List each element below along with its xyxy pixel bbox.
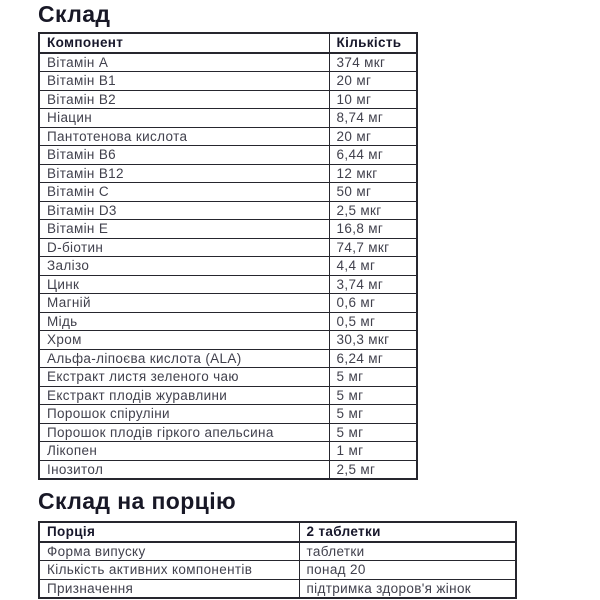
table-row (39, 109, 417, 128)
table-row (39, 460, 417, 479)
table-row (39, 331, 417, 350)
component-name-cell: Ніацин (39, 109, 329, 128)
component-name-cell: Вітамін B12 (39, 164, 329, 183)
table-row (39, 201, 417, 220)
component-value-cell: підтримка здоров'я жінок (299, 579, 516, 598)
component-value-cell: 3,74 мг (329, 275, 417, 294)
component-value-cell: 2,5 мг (329, 460, 417, 479)
component-value-cell: 6,24 мг (329, 349, 417, 368)
component-name-cell: Пантотенова кислота (39, 127, 329, 146)
table-row (39, 386, 417, 405)
per-serving-section-title: Склад на порцію (38, 488, 237, 514)
component-value-cell: 1 мг (329, 442, 417, 461)
composition-table (38, 32, 418, 480)
table-row (39, 349, 417, 368)
table-row (39, 238, 417, 257)
component-name-cell: Форма випуску (39, 542, 299, 561)
component-value-cell: 20 мг (329, 127, 417, 146)
component-name-cell: Порошок плодів гіркого апельсина (39, 423, 329, 442)
table-row (39, 368, 417, 387)
table-row (39, 579, 516, 598)
component-name-cell: Вітамін C (39, 183, 329, 202)
component-name-cell: Магній (39, 294, 329, 313)
per-serving-table-body (39, 542, 516, 599)
table-row (39, 164, 417, 183)
table-row (39, 90, 417, 109)
component-value-cell: 0,6 мг (329, 294, 417, 313)
component-name-cell: Кількість активних компонентів (39, 561, 299, 580)
component-name-cell: Порошок спіруліни (39, 405, 329, 424)
component-name-cell: Залізо (39, 257, 329, 276)
table-header-row (39, 522, 516, 542)
component-name-cell: Вітамін B6 (39, 146, 329, 165)
table-row (39, 542, 516, 561)
component-value-cell: 5 мг (329, 368, 417, 387)
component-value-cell: 0,5 мг (329, 312, 417, 331)
component-name-cell: Вітамін B2 (39, 90, 329, 109)
component-value-cell: 4,4 мг (329, 257, 417, 276)
per-serving-table (38, 521, 517, 599)
table-row (39, 294, 417, 313)
table-row (39, 257, 417, 276)
table-row (39, 405, 417, 424)
component-name-cell: Вітамін E (39, 220, 329, 239)
component-value-cell: 5 мг (329, 386, 417, 405)
composition-section-title: Склад (38, 1, 111, 27)
component-value-cell: 20 мг (329, 72, 417, 91)
table-row (39, 312, 417, 331)
table-row (39, 183, 417, 202)
component-name-cell: Екстракт листя зеленого чаю (39, 368, 329, 387)
component-value-cell: 50 мг (329, 183, 417, 202)
component-value-cell: 5 мг (329, 423, 417, 442)
component-value-cell: 374 мкг (329, 53, 417, 72)
component-name-cell: D-біотин (39, 238, 329, 257)
component-value-cell: 74,7 мкг (329, 238, 417, 257)
component-name-cell: Мідь (39, 312, 329, 331)
component-value-cell: 30,3 мкг (329, 331, 417, 350)
component-value-cell: 10 мг (329, 90, 417, 109)
composition-table-body (39, 53, 417, 480)
component-value-cell: 5 мг (329, 405, 417, 424)
composition-table-head (39, 33, 417, 53)
component-value-cell: понад 20 (299, 561, 516, 580)
component-name-cell: Вітамін D3 (39, 201, 329, 220)
table-row (39, 561, 516, 580)
component-value-cell: 12 мкг (329, 164, 417, 183)
table-row (39, 146, 417, 165)
column-header-serving: Порція (39, 522, 299, 542)
table-row (39, 423, 417, 442)
column-header-component: Компонент (39, 33, 329, 53)
component-name-cell: Призначення (39, 579, 299, 598)
per-serving-table-head (39, 522, 516, 542)
table-row (39, 220, 417, 239)
table-row (39, 442, 417, 461)
component-name-cell: Лікопен (39, 442, 329, 461)
component-name-cell: Екстракт плодів журавлини (39, 386, 329, 405)
component-value-cell: таблетки (299, 542, 516, 561)
table-row (39, 72, 417, 91)
component-value-cell: 16,8 мг (329, 220, 417, 239)
column-header-quantity: Кількість (329, 33, 417, 53)
component-name-cell: Вітамін А (39, 53, 329, 72)
column-header-serving-value: 2 таблетки (299, 522, 516, 542)
table-row (39, 53, 417, 72)
table-header-row (39, 33, 417, 53)
component-name-cell: Альфа-ліпоєва кислота (ALA) (39, 349, 329, 368)
component-name-cell: Хром (39, 331, 329, 350)
component-name-cell: Цинк (39, 275, 329, 294)
table-row (39, 275, 417, 294)
component-name-cell: Вітамін B1 (39, 72, 329, 91)
component-value-cell: 2,5 мкг (329, 201, 417, 220)
table-row (39, 127, 417, 146)
component-value-cell: 8,74 мг (329, 109, 417, 128)
component-name-cell: Інозитол (39, 460, 329, 479)
component-value-cell: 6,44 мг (329, 146, 417, 165)
